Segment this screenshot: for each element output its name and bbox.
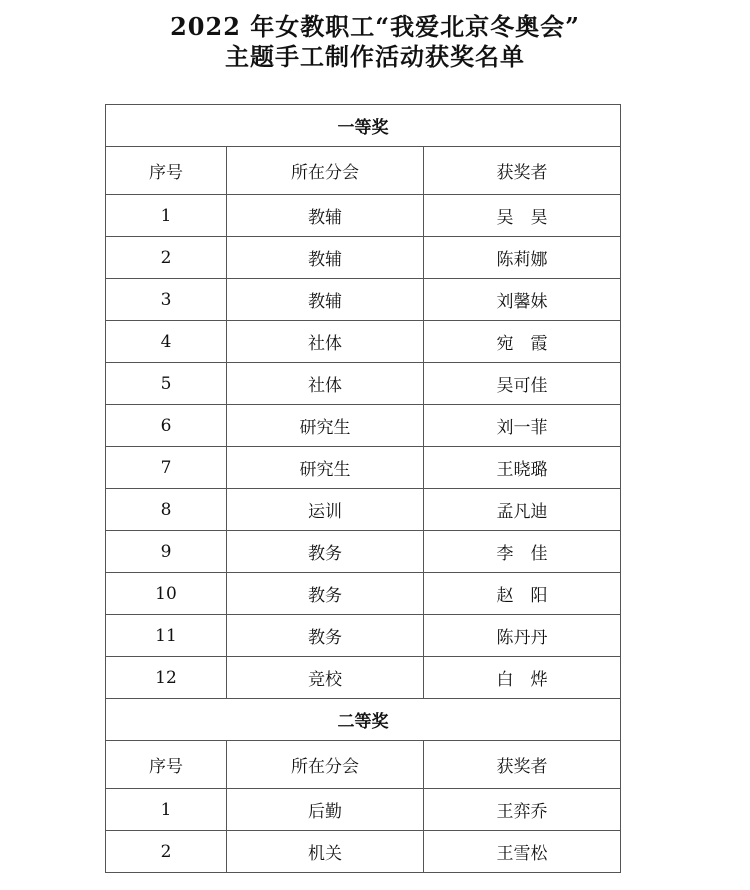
row-branch: 教务	[227, 573, 424, 615]
row-no: 9	[106, 531, 227, 573]
table-row	[106, 789, 621, 831]
row-winner: 王雪松	[424, 831, 621, 873]
row-winner: 吴 昊	[424, 195, 621, 237]
row-no: 10	[106, 573, 227, 615]
table-row	[106, 489, 621, 531]
row-winner: 白 烨	[424, 657, 621, 699]
column-header-branch: 所在分会	[227, 741, 424, 789]
row-branch: 教务	[227, 531, 424, 573]
first-prize-label: 一等奖	[106, 105, 621, 147]
row-winner: 吴可佳	[424, 363, 621, 405]
row-winner: 刘馨妹	[424, 279, 621, 321]
row-branch: 运训	[227, 489, 424, 531]
row-branch: 机关	[227, 831, 424, 873]
row-branch: 教务	[227, 615, 424, 657]
table-row	[106, 405, 621, 447]
row-winner: 刘一菲	[424, 405, 621, 447]
row-winner: 李 佳	[424, 531, 621, 573]
row-no: 8	[106, 489, 227, 531]
row-branch: 后勤	[227, 789, 424, 831]
row-no: 6	[106, 405, 227, 447]
row-no: 2	[106, 237, 227, 279]
column-header-no: 序号	[106, 741, 227, 789]
first-prize-header-row	[106, 147, 621, 195]
row-no: 5	[106, 363, 227, 405]
table-row	[106, 279, 621, 321]
table-row	[106, 573, 621, 615]
table-row	[106, 195, 621, 237]
row-winner: 宛 霞	[424, 321, 621, 363]
row-no: 3	[106, 279, 227, 321]
table-row	[106, 615, 621, 657]
table-row	[106, 321, 621, 363]
row-winner: 王弈乔	[424, 789, 621, 831]
row-no: 4	[106, 321, 227, 363]
row-no: 2	[106, 831, 227, 873]
row-branch: 教辅	[227, 195, 424, 237]
table-row	[106, 237, 621, 279]
row-no: 1	[106, 195, 227, 237]
table-row	[106, 831, 621, 873]
column-header-winner: 获奖者	[424, 147, 621, 195]
table-row	[106, 531, 621, 573]
table-row	[106, 447, 621, 489]
column-header-branch: 所在分会	[227, 147, 424, 195]
row-branch: 教辅	[227, 237, 424, 279]
column-header-no: 序号	[106, 147, 227, 195]
row-branch: 竞校	[227, 657, 424, 699]
row-branch: 研究生	[227, 447, 424, 489]
row-winner: 孟凡迪	[424, 489, 621, 531]
row-no: 11	[106, 615, 227, 657]
row-branch: 研究生	[227, 405, 424, 447]
second-prize-header-row	[106, 741, 621, 789]
document-title-line-2: 主题手工制作活动获奖名单	[225, 42, 525, 71]
award-list-table	[105, 104, 621, 873]
row-winner: 陈莉娜	[424, 237, 621, 279]
first-prize-section-row	[106, 105, 621, 147]
row-branch: 社体	[227, 363, 424, 405]
row-branch: 教辅	[227, 279, 424, 321]
table-row	[106, 363, 621, 405]
column-header-winner: 获奖者	[424, 741, 621, 789]
row-no: 7	[106, 447, 227, 489]
second-prize-label: 二等奖	[106, 699, 621, 741]
row-no: 12	[106, 657, 227, 699]
row-winner: 陈丹丹	[424, 615, 621, 657]
row-no: 1	[106, 789, 227, 831]
table-row	[106, 657, 621, 699]
document-title-line-1: 2022 年女教职工“我爱北京冬奥会”	[170, 12, 580, 41]
row-winner: 赵 阳	[424, 573, 621, 615]
second-prize-section-row	[106, 699, 621, 741]
row-branch: 社体	[227, 321, 424, 363]
row-winner: 王晓璐	[424, 447, 621, 489]
